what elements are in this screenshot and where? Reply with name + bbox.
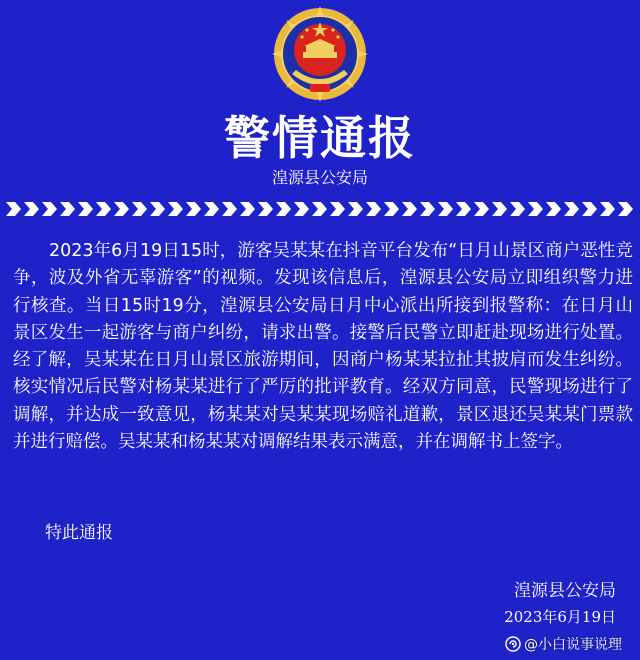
issue-date: 2023年6月19日 xyxy=(504,608,616,626)
page-title: 警情通报 xyxy=(224,111,416,165)
police-emblem-icon xyxy=(270,4,370,108)
notice-body-paragraph: 2023年6月19日15时，游客吴某某在抖音平台发布“日月山景区商户恶性竞争，波及外省无辜游客”的视频。发现该信息后，湟源县公安局立即组织警力进行核查。当日15时19分，湟源县公安局日月中心派出所接到报警称：在日月山景区发生一起游客与商户纠纷，请求出警。接警后民警立即赶赴现场进行处置。经了解，吴某某在日月山景区旅游期间，因商户杨某某拉扯其披肩而发生纠纷。核实情况后民警对杨某某进行了严厉的批评教育。经双方同意，民警现场进行了调解，并达成一致意见，杨某某对吴某某现场赔礼道歉，景区退还吴某某门票款并进行赔偿。吴某某和杨某某对调解结果表示满意，并在调解书上签字。 xyxy=(13,241,633,453)
watermark-text: @小白说事说理 xyxy=(524,637,622,653)
chevron-divider xyxy=(6,199,634,219)
closing-line: 特此通报 xyxy=(45,523,113,543)
issuer-subtitle: 湟源县公安局 xyxy=(271,168,368,187)
issuer-signature: 湟源县公安局 xyxy=(514,581,616,601)
watermark xyxy=(505,632,622,656)
platform-logo-icon xyxy=(505,636,521,652)
